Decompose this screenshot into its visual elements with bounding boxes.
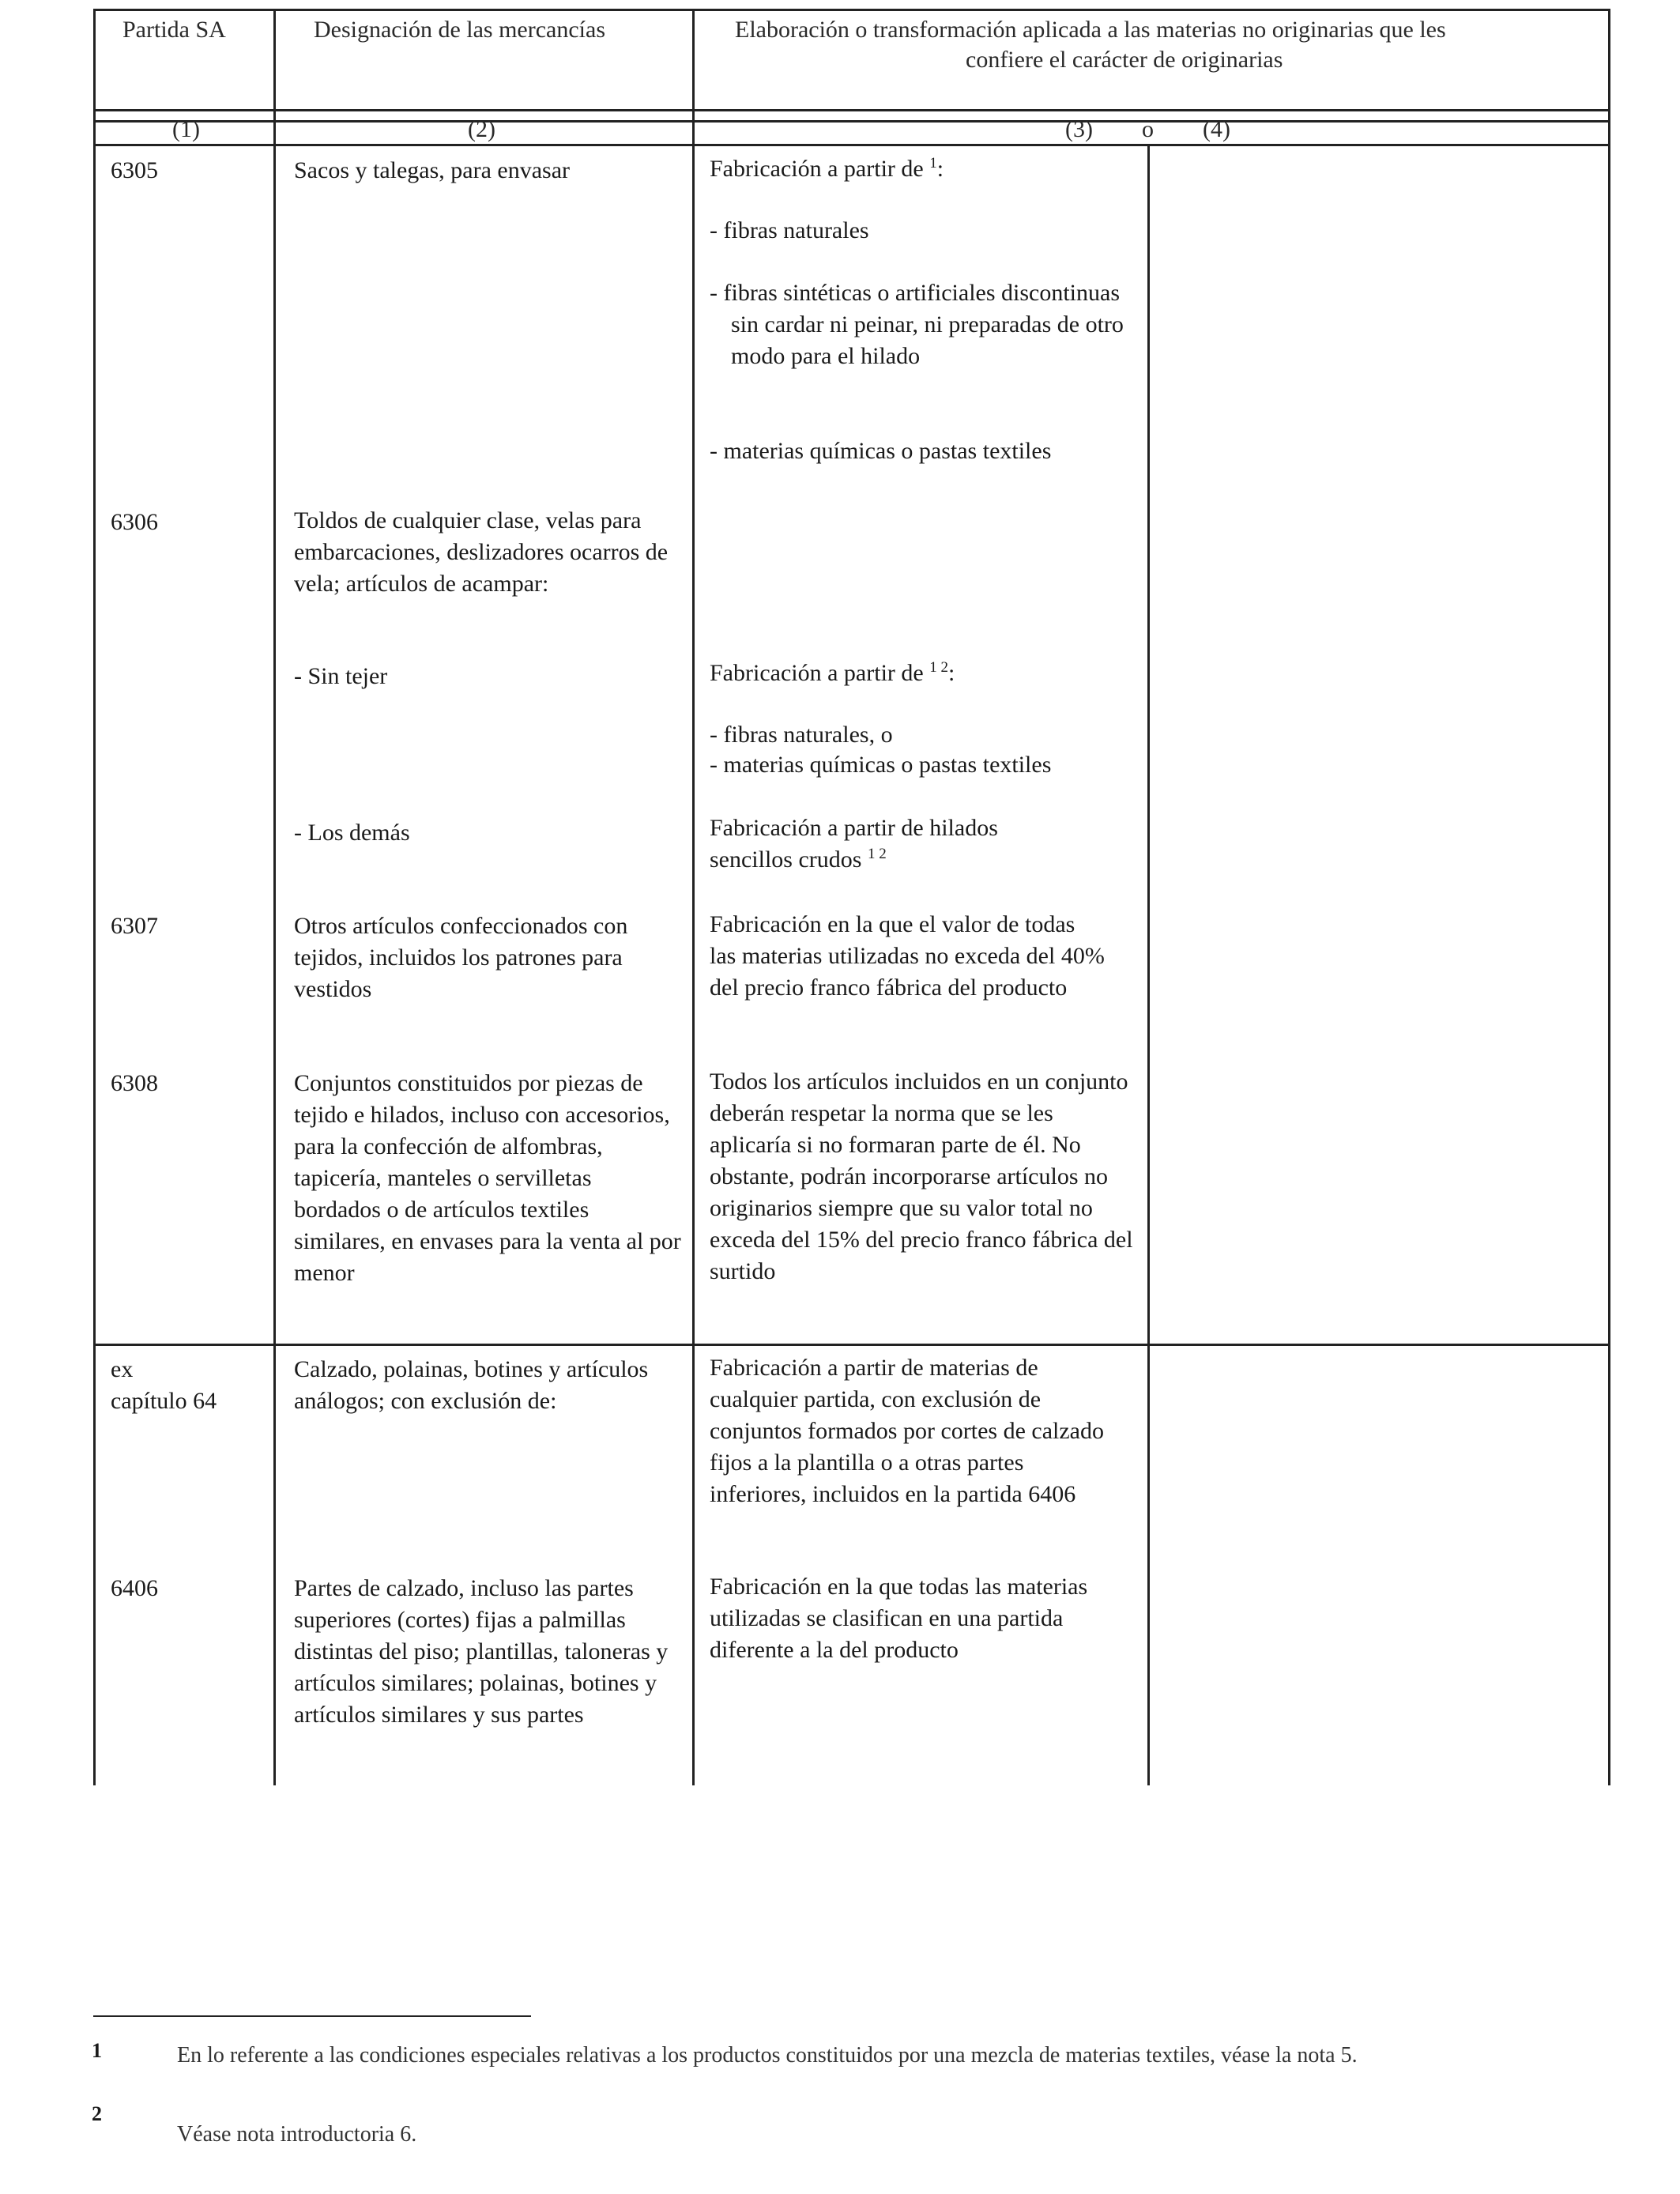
header-elaboracion-line2: confiere el carácter de originarias [966, 47, 1283, 73]
column-divider-2 [692, 9, 695, 1785]
desc-6307: Otros artículos confeccionados con tejidos, incluidos los patrones para vestidos [294, 913, 628, 1002]
column-number-4: (4) [1203, 116, 1230, 142]
rule-6306-sin-tejer-item2: - materias químicas o pastas textiles [710, 752, 1052, 778]
column-number-or: o [1142, 116, 1154, 142]
rule-6305-intro: Fabricación a partir de $^1$: [710, 155, 944, 182]
sub-6306-los-demas: - Los demás [294, 820, 410, 846]
rule-ex-capitulo-64: Fabricación a partir de materias de cualquier partida, con exclusión de conjuntos formados por cortes de calzado fijos a la plantilla o a otras partes inferiores, incluidos en la partida 6406 [710, 1355, 1104, 1507]
desc-6406: Partes de calzado, incluso las partes superiores (cortes) fijas a palmillas distintas del piso; plantillas, taloneras y artículos similares; polainas, botines y artículos similares y sus partes [294, 1575, 669, 1728]
code-6406: 6406 [111, 1575, 158, 1601]
sub-6306-sin-tejer: - Sin tejer [294, 663, 388, 689]
code-ex-line1: ex [111, 1356, 134, 1382]
column-divider-1 [273, 9, 276, 1785]
column-number-bottom [93, 144, 1610, 146]
section-divider [93, 1344, 1610, 1346]
rule-6308: Todos los artículos incluidos en un conjunto deberán respetar la norma que se les aplicaría si no formaran parte de él. No obstante, podrán incorporarse artículos no originarios siempre que su valor total no exceda del 15% del precio franco fábrica del surtido [710, 1069, 1133, 1284]
table-top-border [93, 9, 1610, 11]
header-partida: Partida SA [122, 17, 226, 43]
footnote-text-2: Véase nota introductoria 6. [177, 2122, 417, 2147]
desc-ex-capitulo-64: Calzado, polainas, botines y artículos análogos; con exclusión de: [294, 1356, 649, 1414]
table-left-border [93, 9, 96, 1785]
rule-6307: Fabricación en la que el valor de todas las materias utilizadas no exceda del 40% del precio franco fábrica del producto [710, 911, 1105, 1001]
footnote-number-2: 2 [92, 2102, 102, 2125]
rule-6305-item2: - fibras sintéticas o artificiales discontinuas sin cardar ni peinar, ni preparadas de otro modo para el hilado [710, 280, 1124, 369]
code-6307: 6307 [111, 913, 158, 939]
header-designacion: Designación de las mercancías [314, 17, 606, 43]
header-divider [93, 109, 1610, 111]
rule-6306-los-demas-line2: sencillos crudos $^{1 2}$ [710, 846, 887, 873]
rule-6306-sin-tejer-intro: Fabricación a partir de $^{1 2}$: [710, 659, 955, 686]
desc-6306: Toldos de cualquier clase, velas para embarcaciones, deslizadores ocarros de vela; artículos de acampar: [294, 507, 669, 597]
header-number-divider [93, 120, 1610, 123]
column-number-1: (1) [172, 116, 200, 142]
column-divider-3 [1147, 144, 1150, 1785]
column-number-2: (2) [468, 116, 495, 142]
header-elaboracion-line1: Elaboración o transformación aplicada a las materias no originarias que les [735, 17, 1446, 43]
code-6306: 6306 [111, 509, 158, 535]
column-number-3: (3) [1065, 116, 1093, 142]
rule-6306-los-demas-line1: Fabricación a partir de hilados [710, 815, 998, 841]
code-6308: 6308 [111, 1070, 158, 1096]
table-right-border [1608, 9, 1610, 1785]
code-ex-line2: capítulo 64 [111, 1388, 217, 1414]
desc-6308: Conjuntos constituidos por piezas de tejido e hilados, incluso con accesorios, para la confección de alfombras, tapicería, manteles o servilletas bordados o de artículos textiles similares, en envases para la venta al por menor [294, 1070, 681, 1286]
rule-6305-item1: - fibras naturales [710, 217, 869, 243]
code-6305: 6305 [111, 157, 158, 183]
rule-6406: Fabricación en la que todas las materias utilizadas se clasifican en una partida diferente a la del producto [710, 1574, 1088, 1663]
footnote-text-1: En lo referente a las condiciones especiales relativas a los productos constituidos por una mezcla de materias textiles, véase la nota 5. [177, 2043, 1358, 2068]
footnote-separator [93, 2015, 531, 2017]
footnote-number-1: 1 [92, 2039, 102, 2062]
desc-6305: Sacos y talegas, para envasar [294, 157, 571, 183]
rule-6306-sin-tejer-item1: - fibras naturales, o [710, 722, 893, 748]
rule-6305-item3: - materias químicas o pastas textiles [710, 438, 1052, 464]
